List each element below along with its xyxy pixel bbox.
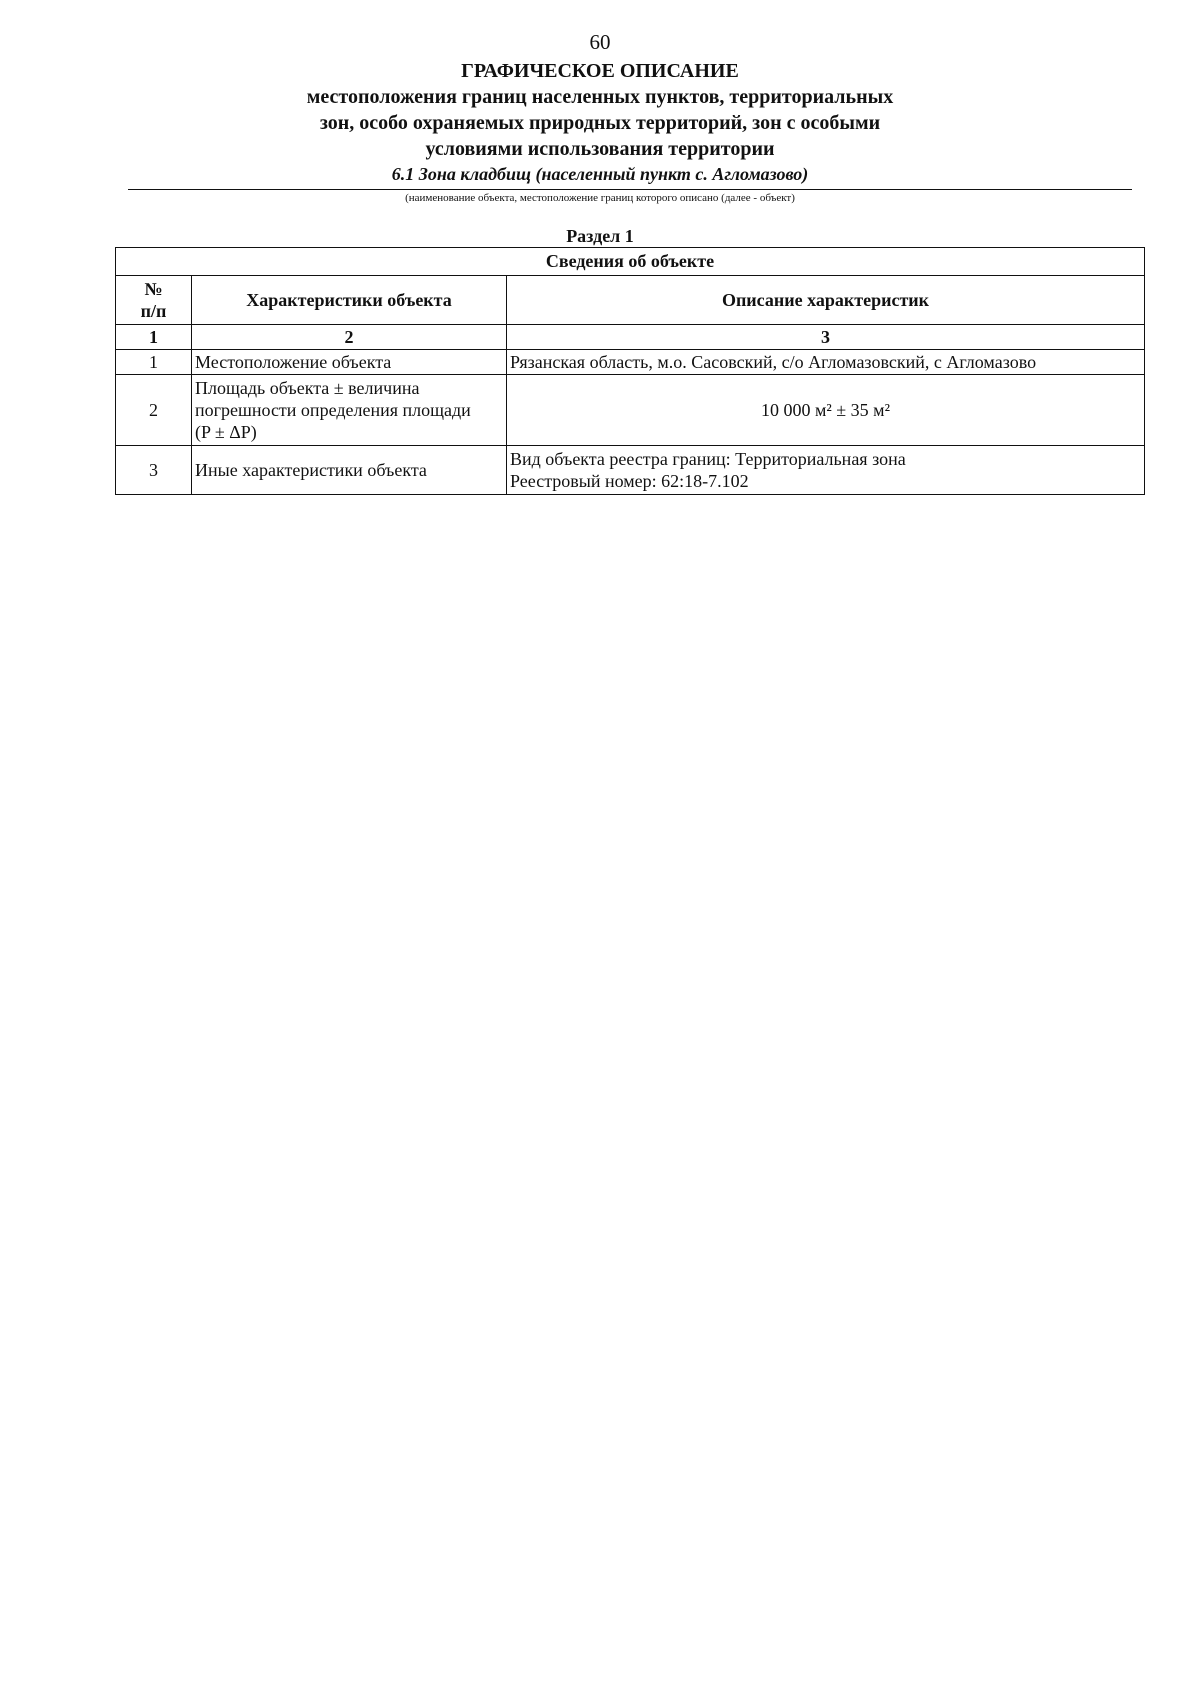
row-characteristic-line-1: Площадь объекта ± величина bbox=[195, 378, 420, 398]
page-number: 60 bbox=[589, 30, 611, 54]
object-info-table bbox=[115, 247, 1145, 495]
row-number: 3 bbox=[116, 446, 192, 495]
row-characteristic: Иные характеристики объекта bbox=[192, 446, 507, 495]
title-line-1: ГРАФИЧЕСКОЕ ОПИСАНИЕ bbox=[461, 60, 739, 82]
table-caption: Сведения об объекте bbox=[116, 248, 1145, 276]
row-description: Рязанская область, м.о. Сасовский, с/о Агломазовский, с Агломазово bbox=[507, 350, 1145, 375]
header-characteristics: Характеристики объекта bbox=[192, 276, 507, 325]
row-characteristic bbox=[192, 375, 507, 446]
row-number: 1 bbox=[116, 350, 192, 375]
column-number-1: 1 bbox=[116, 325, 192, 350]
object-name-underline bbox=[128, 189, 1132, 190]
column-number-3: 3 bbox=[507, 325, 1145, 350]
header-number-line-1: № bbox=[144, 279, 163, 299]
table-row bbox=[116, 350, 1145, 375]
table-row bbox=[116, 446, 1145, 495]
row-characteristic-line-3: (P ± ΔP) bbox=[195, 422, 257, 442]
row-description-line-2: Реестровый номер: 62:18-7.102 bbox=[510, 471, 749, 491]
header-number-line-2: п/п bbox=[140, 301, 167, 321]
title-line-4: условиями использования территории bbox=[425, 138, 775, 160]
title-line-3: зон, особо охраняемых природных территорий, зон с особыми bbox=[319, 112, 881, 134]
object-name: 6.1 Зона кладбищ (населенный пункт с. Агломазово) bbox=[391, 164, 809, 184]
title-line-2: местоположения границ населенных пунктов, территориальных bbox=[306, 86, 894, 108]
row-description: 10 000 м² ± 35 м² bbox=[507, 375, 1145, 446]
row-description-line-1: Вид объекта реестра границ: Территориальная зона bbox=[510, 449, 906, 469]
row-characteristic: Местоположение объекта bbox=[192, 350, 507, 375]
row-characteristic-line-2: погрешности определения площади bbox=[195, 400, 471, 420]
document-title bbox=[0, 58, 1200, 162]
table-row bbox=[116, 375, 1145, 446]
row-description bbox=[507, 446, 1145, 495]
header-description: Описание характеристик bbox=[507, 276, 1145, 325]
section-title: Раздел 1 bbox=[566, 226, 634, 246]
column-number-2: 2 bbox=[192, 325, 507, 350]
header-number bbox=[116, 276, 192, 325]
row-number: 2 bbox=[116, 375, 192, 446]
object-name-caption: (наименование объекта, местоположение границ которого описано (далее - объект) bbox=[405, 192, 795, 204]
